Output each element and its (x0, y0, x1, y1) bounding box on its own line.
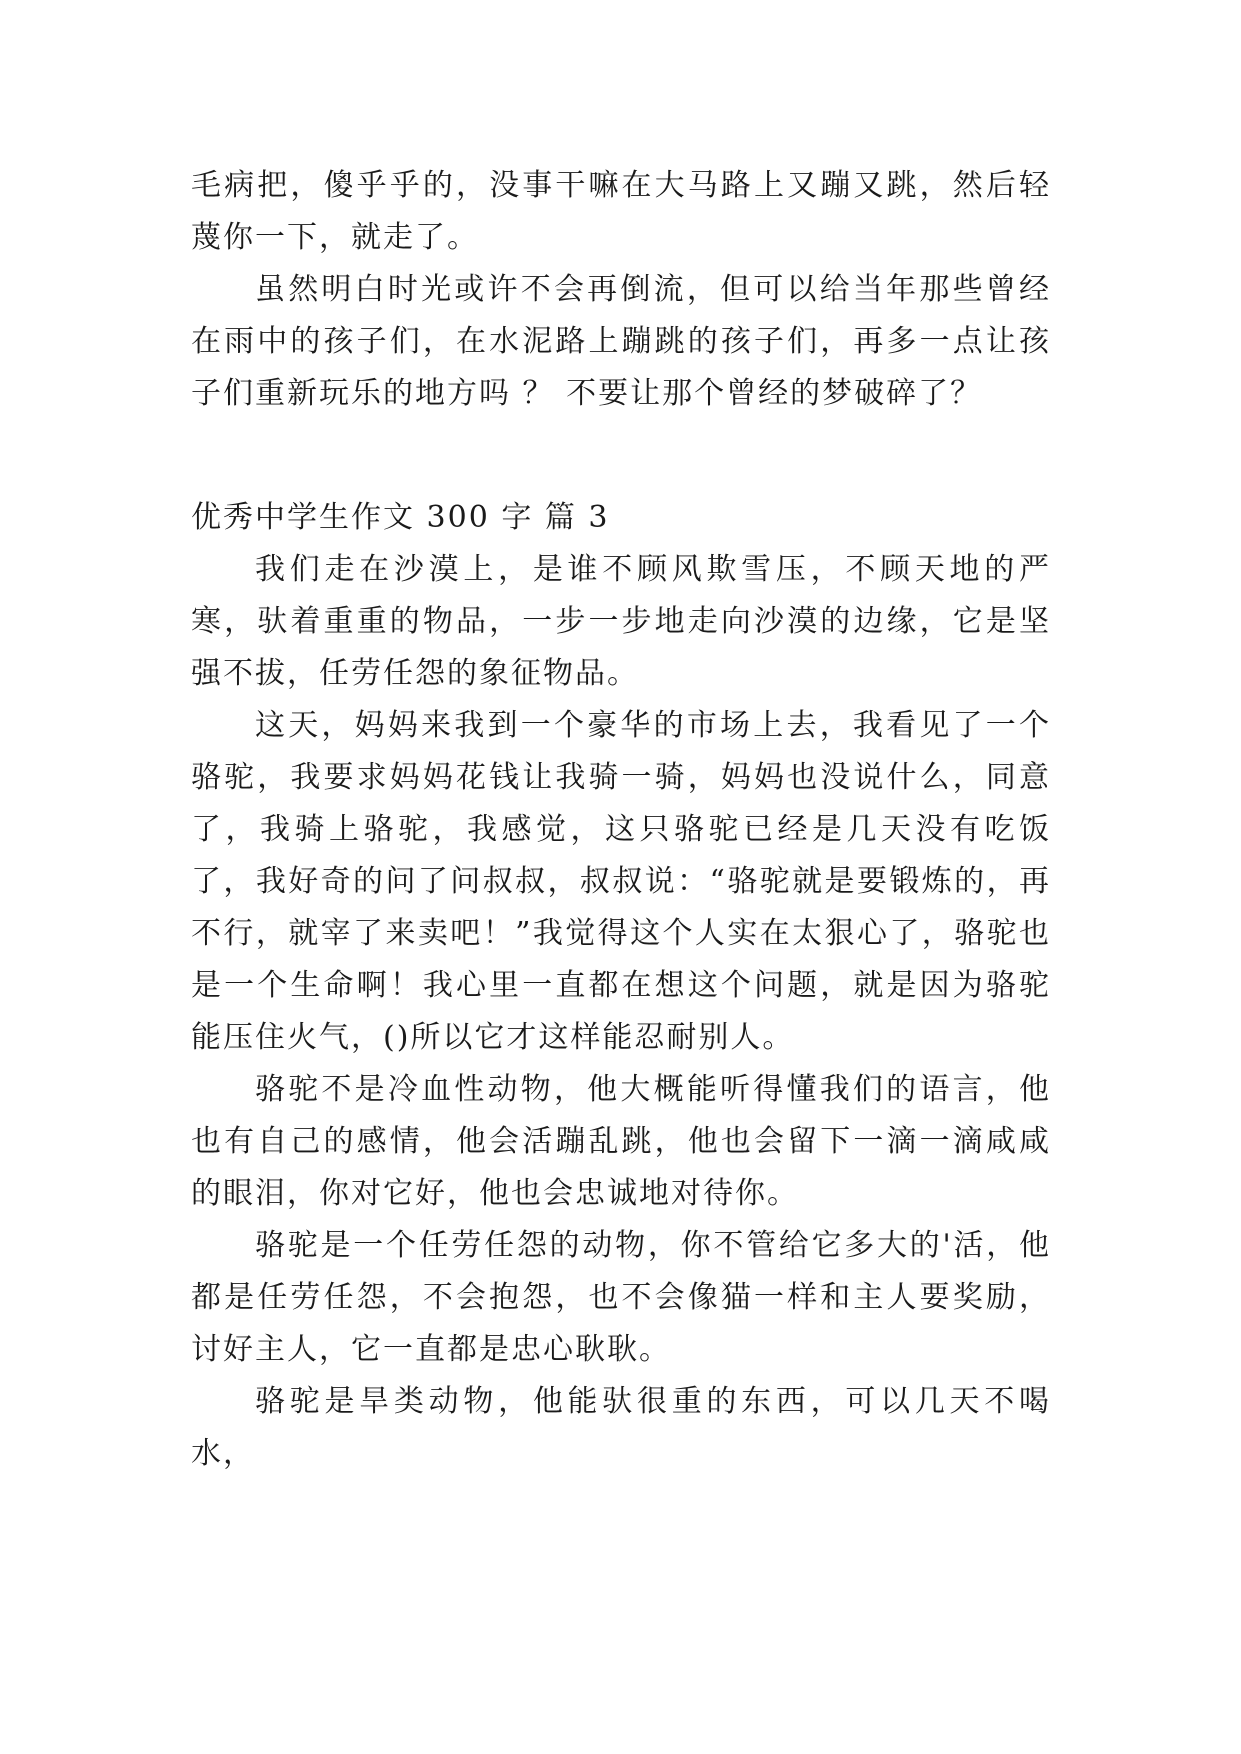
section-gap (191, 420, 1051, 456)
section-heading: 优秀中学生作文 300 字 篇 3 (191, 500, 610, 535)
document-body (191, 160, 1051, 1480)
paragraph-continued: 毛病把，傻乎乎的，没事干嘛在大马路上又蹦又跳，然后轻蔑你一下，就走了。 (191, 168, 1051, 255)
paragraph: 虽然明白时光或许不会再倒流，但可以给当年那些曾经在雨中的孩子们，在水泥路上蹦跳的孩子们，再多一点让孩子们重新玩乐的地方吗 ？ 不要让那个曾经的梦破碎了？ (191, 272, 1051, 411)
paragraph: 这天，妈妈来我到一个豪华的市场上去，我看见了一个骆驼，我要求妈妈花钱让我骑一骑，妈妈也没说什么，同意了，我骑上骆驼，我感觉，这只骆驼已经是几天没有吃饭了，我好奇的问了问叔叔，叔叔说：“骆驼就是要锻炼的，再不行，就宰了来卖吧！”我觉得这个人实在太狠心了，骆驼也是一个生命啊！我心里一直都在想这个问题，就是因为骆驼能压住火气，()所以它才这样能忍耐别人。 (191, 708, 1051, 1055)
paragraph: 我们走在沙漠上，是谁不顾风欺雪压，不顾天地的严寒，驮着重重的物品，一步一步地走向沙漠的边缘，它是坚强不拔，任劳任怨的象征物品。 (191, 552, 1051, 691)
paragraph: 骆驼是旱类动物，他能驮很重的东西，可以几天不喝水， (191, 1384, 1051, 1471)
paragraph: 骆驼不是冷血性动物，他大概能听得懂我们的语言，他也有自己的感情，他会活蹦乱跳，他也会留下一滴一滴咸咸的眼泪，你对它好，他也会忠诚地对待你。 (191, 1072, 1051, 1211)
paragraph: 骆驼是一个任劳任怨的动物，你不管给它多大的'活，他都是任劳任怨，不会抱怨，也不会像猫一样和主人要奖励，讨好主人，它一直都是忠心耿耿。 (191, 1228, 1051, 1367)
